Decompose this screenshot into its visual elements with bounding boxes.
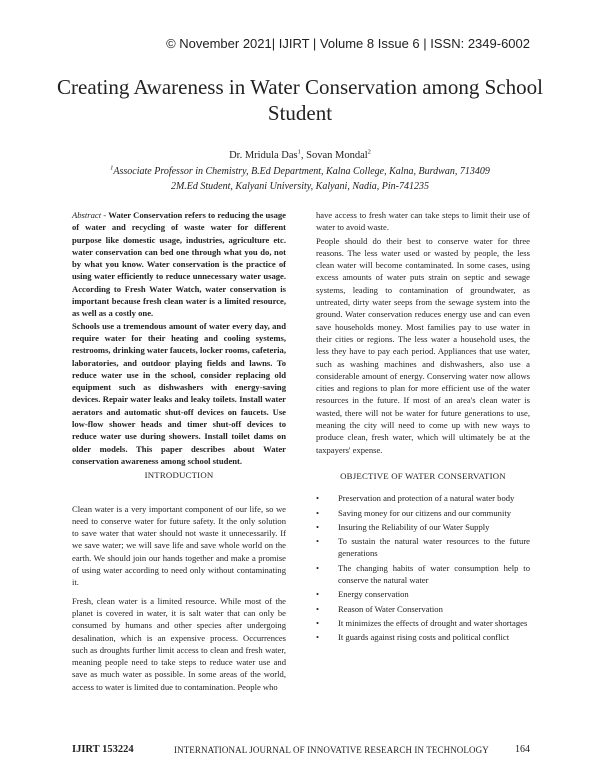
abstract <box>72 209 286 467</box>
list-item: • It minimizes the effects of drought and water shortages <box>316 617 528 628</box>
list-item: • Insuring the Reliability of our Water Supply <box>316 521 490 532</box>
bullet-icon: • <box>316 617 320 628</box>
author-1-sup: 1 <box>297 148 301 156</box>
author-line <box>40 150 560 161</box>
abstract-paragraph-2: Schools use a tremendous amount of water every day, and require water for their heating and cooling systems, restrooms, drinking water faucets, locker rooms, cafeteria, laboratories, and outdoor playing fields and lawns. To reduce water use in the school, consider replacing old equipment such as dishwashers with energy-saving devices. Repair water leaks and leaky toilets. Install water aerators and automatic shut-off devices on faucets. Use low-flow shower heads and timer shut-off devices to reduce water use during showers. Install toilet dams on older models. This paper describes about Water conservation awareness among school student. <box>72 320 287 466</box>
bullet-icon: • <box>316 507 320 518</box>
journal-header: © November 2021| IJIRT | Volume 8 Issue 6 | ISSN: 2349-6002 <box>166 36 530 51</box>
list-item: • Reason of Water Conservation <box>316 603 443 614</box>
author-separator: , <box>300 150 307 161</box>
reasons-paragraph: People should do their best to conserve water for three reasons. The less water used or wasted by people, the less clean water will become contaminated. In some cases, using excess amounts of water puts strain on septic and sewage systems, leading to contamination of groundwater, as untreated, dirty water seeps from the sewage system into the ground. Water conservation reduces energy use and can even save households money. Most families pay to use water in their cities or regions. The less water a household uses, the less they have to pay each period. Appliances that use water, such as washing machines and dishwashers, also use a considerable amount of energy. Conserving water now allows cities and regions to plan for more efficient use of the water resources in the future. If most of an area's clean water is wasted, there will not be water for future generations to use, meaning the city will need to come up with new ways to produce clean, fresh water, which will ultimately be at the taxpayers' expense. <box>316 235 530 455</box>
paper-title <box>40 74 560 126</box>
list-item: • Saving money for our citizens and our community <box>316 507 512 518</box>
list-item: • Preservation and protection of a natural water body <box>316 493 515 504</box>
list-item: • It guards against rising costs and political conflict <box>316 632 510 643</box>
list-item: • Energy conservation <box>316 589 409 600</box>
page-number: 164 <box>515 744 530 755</box>
bullet-icon: • <box>316 632 320 643</box>
author-2: Sovan Mondal <box>306 150 368 161</box>
author-2-sup: 2 <box>367 148 371 156</box>
bullet-icon: • <box>316 536 320 547</box>
introduction-heading: INTRODUCTION <box>144 470 214 481</box>
bullet-icon: • <box>316 603 320 614</box>
title-line-2: Student <box>267 101 333 125</box>
list-item: • The changing habits of water consumption help to conserve the natural water <box>316 562 530 586</box>
introduction-paragraph-1: Clean water is a very important component of our life, so we need to conserve water for future safety. It the only solution to save water that water should not waste it unnecessarily. If we save water; we will save life and save whole world on the earth. We should join our hands together and make a promise of using water according to need only without contaminating it. <box>72 503 286 588</box>
bullet-icon: • <box>316 493 320 504</box>
affiliation-2-text: 2M.Ed Student, Kalyani University, Kalyani, Nadia, Pin-741235 <box>170 181 430 192</box>
right-column <box>316 209 530 646</box>
continued-paragraph: have access to fresh water can take steps to limit their use of water to avoid waste. <box>316 210 530 233</box>
bullet-icon: • <box>316 521 320 532</box>
author-1: Dr. Mridula Das <box>229 150 298 161</box>
left-column <box>72 209 286 699</box>
abstract-text-1: Water Conservation refers to reducing the usage of water and recycling of waste water for different purpose like domestic usage, industries, agriculture etc. water conservation can bed one through what you do, not by what you know. Water conservation is the practice of using water efficiently to reduce unnecessary water usage. According to Fresh Water Watch, water conservation is important because fresh clean water is a limited resource, as well as a costly one. <box>72 210 286 319</box>
title-line-1: Creating Awareness in Water Conservation among School <box>57 75 543 99</box>
objective-heading: OBJECTIVE OF WATER CONSERVATION <box>340 470 506 481</box>
affiliation-1-sup: 1 <box>110 164 114 172</box>
introduction-paragraph-2: Fresh, clean water is a limited resource. While most of the planet is covered in water, it is salt water that can only be consumed by humans and other species after undergoing desalination, which is an expensive process. Occurrences such as droughts further limit access to clean and fresh water, meaning people need to take steps to reduce water use and save as much water as possible. In some areas of the world, access to water is limited due to contamination. People who <box>72 595 286 692</box>
footer-journal-name: INTERNATIONAL JOURNAL OF INNOVATIVE RESEARCH IN TECHNOLOGY <box>174 745 489 755</box>
affiliation-1-text: Associate Professor in Chemistry, B.Ed Department, Kalna College, Kalna, Burdwan, 713409 <box>113 166 490 177</box>
objective-list <box>316 492 530 643</box>
footer-paper-id: IJIRT 153224 <box>72 744 134 755</box>
bullet-icon: • <box>316 589 320 600</box>
bullet-icon: • <box>316 562 320 573</box>
affiliation-2 <box>40 181 560 192</box>
abstract-paragraph-1 <box>72 209 286 320</box>
list-item: • To sustain the natural water resources to the future generations <box>316 536 530 559</box>
affiliation-1 <box>40 166 560 177</box>
abstract-label: Abstract - <box>72 210 107 220</box>
